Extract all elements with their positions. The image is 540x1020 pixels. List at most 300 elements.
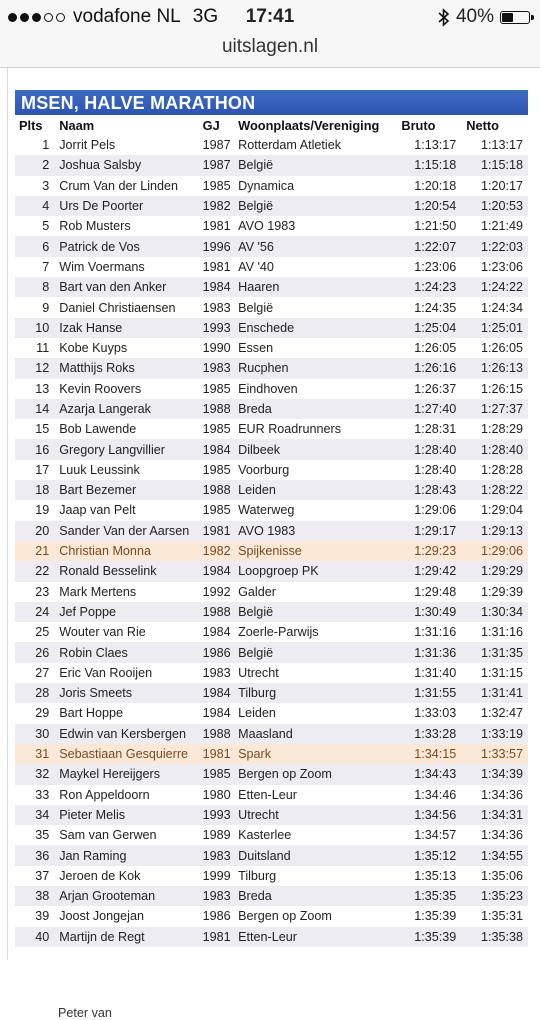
cell-club: Spijkenisse [238,541,393,561]
result-row [15,358,528,378]
cell-gross-time: 1:26:05 [414,341,457,356]
cell-name: Jorrit Pels [59,138,116,153]
result-row [15,906,528,926]
result-row [15,460,528,480]
cell-net-time: 1:31:41 [456,683,528,703]
cell-birth-year: 1981 [203,744,238,764]
cell-rank: 7 [42,259,50,274]
cell-net-time: 1:26:05 [480,341,523,356]
cell-birth-year: 1989 [202,828,231,843]
result-row [15,297,528,317]
cell-club: Leiden [238,706,276,721]
col-header-plts: Plts [19,118,43,133]
cell-gross-time: 1:23:06 [414,259,457,274]
cell-gross-time: 1:35:13 [414,868,457,883]
cell-birth-year: 1985 [202,381,231,396]
cell-rank: 29 [35,706,50,721]
partial-row-name: Peter van [58,1006,112,1020]
battery-icon [500,11,530,24]
cell-rank: 33 [35,787,50,802]
address-bar[interactable] [0,34,540,68]
cell-club: AVO 1983 [238,521,393,541]
cell-birth-year: 1988 [203,724,238,744]
cell-birth-year: 1984 [203,277,238,297]
cell-club: Loopgroep PK [238,561,393,581]
cell-gross-time: 1:35:39 [393,927,456,947]
cell-net-time: 1:34:36 [480,828,523,843]
cell-name: Edwin van Kersbergen [59,724,202,744]
result-row [15,216,528,236]
cell-rank: 28 [15,683,59,703]
cell-club: Maasland [238,724,393,744]
result-row [15,927,528,947]
cell-name: Bart van den Anker [59,277,202,297]
cell-rank: 3 [42,178,50,193]
cell-club: Waterweg [238,503,295,518]
cell-gross-time: 1:21:50 [414,219,457,234]
cell-name: Jef Poppe [59,602,202,622]
cell-club: België [238,196,393,216]
cell-rank: 4 [15,196,59,216]
cell-rank: 11 [36,341,50,356]
cell-birth-year: 1983 [202,665,231,680]
cell-gross-time: 1:25:04 [393,318,456,338]
cell-club: Bergen op Zoom [238,909,332,924]
cell-name: Joris Smeets [59,683,202,703]
cell-rank: 34 [15,805,59,825]
cell-name: Crum Van der Linden [59,178,179,193]
cell-net-time: 1:15:18 [456,155,528,175]
cell-name: Robin Claes [59,642,202,662]
cell-birth-year: 1984 [202,706,231,721]
cell-gross-time: 1:28:40 [393,439,456,459]
cell-rank: 2 [15,155,59,175]
cell-net-time: 1:26:15 [480,381,523,396]
cell-name: Bart Hoppe [59,706,123,721]
cell-gross-time: 1:34:46 [414,787,457,802]
cell-birth-year: 1988 [203,602,238,622]
cell-gross-time: 1:31:36 [393,642,456,662]
cell-birth-year: 1985 [202,178,231,193]
cell-rank: 19 [35,503,50,518]
cell-name: Wim Voermans [59,259,145,274]
results-title: MSEN, HALVE MARATHON [15,90,528,115]
cell-net-time: 1:31:35 [456,642,528,662]
cell-club: Tilburg [238,683,393,703]
cell-club: Essen [238,341,274,356]
cell-club: Haaren [238,277,393,297]
cell-birth-year: 1980 [202,787,231,802]
cell-birth-year: 1981 [203,521,238,541]
cell-birth-year: 1999 [202,868,231,883]
cell-club: AVO 1983 [238,219,296,234]
cell-rank: 39 [35,909,50,924]
cell-rank: 21 [15,541,59,561]
cell-gross-time: 1:26:37 [414,381,457,396]
cell-gross-time: 1:34:15 [393,744,456,764]
cell-net-time: 1:33:57 [456,744,528,764]
cell-gross-time: 1:33:03 [414,706,457,721]
result-row [15,663,528,683]
cell-birth-year: 1996 [203,236,238,256]
cell-name: Kobe Kuyps [59,341,128,356]
cell-name: Bart Bezemer [59,480,202,500]
cell-birth-year: 1981 [202,219,231,234]
cell-net-time: 1:35:31 [480,909,523,924]
cell-rank: 37 [35,868,50,883]
col-header-woonplaats: Woonplaats/Vereniging [238,118,380,133]
cell-gross-time: 1:31:55 [393,683,456,703]
cell-rank: 12 [15,358,59,378]
cell-name: Jaap van Pelt [59,503,136,518]
cell-club: Galder [238,584,276,599]
cell-name: Daniel Christiaensen [59,300,176,315]
cell-rank: 18 [15,480,59,500]
cell-name: Luuk Leussink [59,462,140,477]
cell-net-time: 1:32:47 [480,706,523,721]
cell-birth-year: 1983 [202,300,231,315]
result-row [15,439,528,459]
cell-rank: 1 [42,138,50,153]
cell-club: Dynamica [238,178,295,193]
cell-rank: 17 [35,462,50,477]
cell-birth-year: 1986 [202,909,231,924]
cell-rank: 20 [15,521,59,541]
result-row [15,338,528,358]
cell-rank: 31 [15,744,59,764]
cell-net-time: 1:34:36 [480,787,523,802]
cell-club: Tilburg [238,868,277,883]
cell-name: Jeroen de Kok [59,868,141,883]
web-page [0,68,540,1020]
cell-club: Rotterdam Atletiek [238,138,342,153]
cell-net-time: 1:31:15 [480,665,523,680]
cell-club: Utrecht [238,805,393,825]
battery-fill [502,13,513,22]
cell-gross-time: 1:35:12 [393,845,456,865]
cell-rank: 10 [15,318,59,338]
cell-birth-year: 1985 [202,503,231,518]
cell-net-time: 1:20:17 [480,178,523,193]
result-row [15,541,528,561]
cell-name: Izak Hanse [59,318,202,338]
cell-net-time: 1:24:22 [456,277,528,297]
cell-name: Ronald Besselink [59,561,202,581]
cell-gross-time: 1:28:43 [393,480,456,500]
cell-net-time: 1:35:23 [456,886,528,906]
cell-name: Eric Van Rooijen [59,665,153,680]
result-row [15,602,528,622]
cell-name: Matthijs Roks [59,358,202,378]
cell-rank: 22 [15,561,59,581]
cell-club: AV '56 [238,236,393,256]
cell-rank: 30 [15,724,59,744]
network-type: 3G [192,6,219,27]
cell-net-time: 1:21:49 [480,219,523,234]
cell-birth-year: 1983 [203,845,238,865]
cell-name: Patrick de Vos [59,236,202,256]
col-header-gj: GJ [202,118,220,133]
cell-club: Voorburg [238,462,290,477]
cell-birth-year: 1984 [203,683,238,703]
result-row [15,582,528,602]
cell-gross-time: 1:29:42 [393,561,456,581]
result-row [15,257,528,277]
cell-name: Urs De Poorter [59,196,202,216]
cell-club: Etten-Leur [238,927,393,947]
battery-percent: 40% [455,6,494,27]
cell-net-time: 1:28:40 [456,439,528,459]
result-row [15,419,528,439]
cell-club: Leiden [238,480,393,500]
result-row [15,805,528,825]
cell-club: Etten-Leur [238,787,297,802]
result-row [15,318,528,338]
result-row [15,764,528,784]
cell-gross-time: 1:33:28 [393,724,456,744]
cell-club: België [238,300,274,315]
cell-rank: 5 [42,219,50,234]
carrier-name: vodafone NL [73,6,181,27]
cell-name: Sam van Gerwen [59,828,157,843]
cell-net-time: 1:28:28 [480,462,523,477]
cell-club: Dilbeek [238,439,393,459]
cell-birth-year: 1984 [202,625,231,640]
cell-birth-year: 1981 [202,259,231,274]
cell-birth-year: 1984 [203,439,238,459]
cell-net-time: 1:35:38 [456,927,528,947]
cell-rank: 14 [15,399,59,419]
col-header-bruto: Bruto [401,118,436,133]
cell-rank: 6 [15,236,59,256]
result-row [15,825,528,845]
cell-gross-time: 1:34:43 [393,764,456,784]
cell-net-time: 1:30:34 [456,602,528,622]
cell-club: Spark [238,744,393,764]
cell-name: Wouter van Rie [59,625,146,640]
cell-name: Pieter Melis [59,805,202,825]
cell-gross-time: 1:15:18 [393,155,456,175]
cell-club: Enschede [238,318,393,338]
cell-net-time: 1:22:03 [456,236,528,256]
result-row [15,785,528,805]
cell-gross-time: 1:35:39 [414,909,457,924]
cell-rank: 13 [35,381,50,396]
cell-gross-time: 1:20:18 [414,178,457,193]
cell-club: Bergen op Zoom [238,764,393,784]
cell-net-time: 1:29:06 [456,541,528,561]
cell-rank: 23 [35,584,50,599]
cell-name: Martijn de Regt [59,927,202,947]
cell-birth-year: 1987 [202,138,231,153]
result-row [15,521,528,541]
cell-club: Breda [238,399,393,419]
cell-gross-time: 1:34:57 [414,828,457,843]
result-row [15,683,528,703]
cell-birth-year: 1983 [203,358,238,378]
cell-birth-year: 1981 [203,927,238,947]
cell-name: Maykel Hereijgers [59,764,202,784]
result-row [15,155,528,175]
cell-club: AV '40 [238,259,274,274]
result-row [15,500,528,520]
cell-gross-time: 1:29:17 [393,521,456,541]
cell-net-time: 1:34:39 [456,764,528,784]
cell-net-time: 1:24:34 [480,300,523,315]
cell-birth-year: 1986 [203,642,238,662]
result-row [15,724,528,744]
result-row [15,561,528,581]
cell-gross-time: 1:31:16 [414,625,457,640]
cell-club: Utrecht [238,665,279,680]
result-row [15,277,528,297]
cell-name: Christian Monna [59,541,202,561]
cell-net-time: 1:23:06 [480,259,523,274]
cell-gross-time: 1:13:17 [414,138,457,153]
cell-net-time: 1:33:19 [456,724,528,744]
cell-club: Rucphen [238,358,393,378]
col-header-naam: Naam [59,118,95,133]
status-right [438,6,530,28]
status-bar [0,0,540,34]
result-row [15,703,528,723]
result-row [15,196,528,216]
cell-net-time: 1:26:13 [456,358,528,378]
cell-gross-time: 1:24:35 [414,300,457,315]
cell-name: Mark Mertens [59,584,137,599]
cell-rank: 24 [15,602,59,622]
col-header-netto: Netto [466,118,499,133]
cell-birth-year: 1985 [202,422,231,437]
cell-net-time: 1:34:31 [456,805,528,825]
results-body [15,135,528,947]
cell-gross-time: 1:29:48 [414,584,457,599]
cell-net-time: 1:35:06 [480,868,523,883]
cell-gross-time: 1:30:49 [393,602,456,622]
cell-name: Jan Raming [59,845,202,865]
cell-name: Gregory Langvillier [59,439,202,459]
cell-name: Arjan Grooteman [59,886,202,906]
cell-birth-year: 1985 [203,764,238,784]
cell-net-time: 1:29:04 [480,503,523,518]
cell-gross-time: 1:20:54 [393,196,456,216]
result-row [15,176,528,196]
result-row [15,866,528,886]
cell-net-time: 1:20:53 [456,196,528,216]
cell-net-time: 1:29:29 [456,561,528,581]
url-text[interactable]: uitslagen.nl [221,36,319,57]
cell-rank: 35 [35,828,50,843]
page-border [7,68,8,960]
cell-rank: 40 [15,927,59,947]
cell-name: Joshua Salsby [59,155,202,175]
cell-birth-year: 1993 [203,805,238,825]
cell-gross-time: 1:27:40 [393,399,456,419]
cell-rank: 15 [35,422,50,437]
cell-gross-time: 1:24:23 [393,277,456,297]
cell-club: Breda [238,886,393,906]
cell-rank: 26 [15,642,59,662]
result-row [15,622,528,642]
cell-name: Sander Van der Aarsen [59,521,202,541]
cell-rank: 9 [42,300,50,315]
cell-club: Eindhoven [238,381,298,396]
cell-club: Zoerle-Parwijs [238,625,319,640]
cell-rank: 27 [35,665,50,680]
cell-net-time: 1:25:01 [456,318,528,338]
cell-gross-time: 1:28:40 [414,462,457,477]
cell-gross-time: 1:28:31 [414,422,457,437]
cell-rank: 38 [15,886,59,906]
cell-rank: 32 [15,764,59,784]
cell-name: Rob Musters [59,219,131,234]
result-row [15,642,528,662]
cell-net-time: 1:29:13 [456,521,528,541]
cell-gross-time: 1:29:06 [414,503,457,518]
cell-net-time: 1:28:29 [480,422,523,437]
cell-net-time: 1:34:55 [456,845,528,865]
cell-net-time: 1:28:22 [456,480,528,500]
result-row [15,135,528,155]
cell-club: Duitsland [238,845,393,865]
cell-gross-time: 1:22:07 [393,236,456,256]
clock: 17:41 [245,6,295,27]
cell-name: Kevin Roovers [59,381,142,396]
cell-club: Kasterlee [238,828,292,843]
result-row [15,845,528,865]
cell-rank: 25 [35,625,50,640]
cell-birth-year: 1990 [202,341,231,356]
cell-net-time: 1:27:37 [456,399,528,419]
result-row [15,399,528,419]
cell-gross-time: 1:29:23 [393,541,456,561]
cell-birth-year: 1988 [203,480,238,500]
cell-birth-year: 1987 [203,155,238,175]
cell-gross-time: 1:35:35 [393,886,456,906]
result-row [15,236,528,256]
cell-rank: 8 [15,277,59,297]
cell-birth-year: 1984 [203,561,238,581]
cell-gross-time: 1:34:56 [393,805,456,825]
cell-rank: 36 [15,845,59,865]
cell-birth-year: 1983 [203,886,238,906]
cell-birth-year: 1988 [203,399,238,419]
cell-rank: 16 [15,439,59,459]
cell-club: België [238,602,393,622]
table-header-row [15,116,528,135]
result-row [15,744,528,764]
cell-net-time: 1:31:16 [480,625,523,640]
cell-birth-year: 1985 [202,462,231,477]
result-row [15,480,528,500]
result-row [15,886,528,906]
results-table [15,116,528,947]
cell-name: Ron Appeldoorn [59,787,150,802]
cell-gross-time: 1:31:40 [414,665,457,680]
result-row [15,379,528,399]
cell-club: EUR Roadrunners [238,422,342,437]
cell-club: België [238,642,393,662]
cell-name: Bob Lawende [59,422,137,437]
cell-birth-year: 1982 [203,196,238,216]
cell-net-time: 1:29:39 [480,584,523,599]
bluetooth-icon [438,8,450,27]
cell-name: Azarja Langerak [59,399,202,419]
cell-birth-year: 1992 [202,584,231,599]
cell-birth-year: 1993 [203,318,238,338]
cell-net-time: 1:13:17 [480,138,523,153]
cell-name: Sebastiaan Gesquierre [59,744,202,764]
